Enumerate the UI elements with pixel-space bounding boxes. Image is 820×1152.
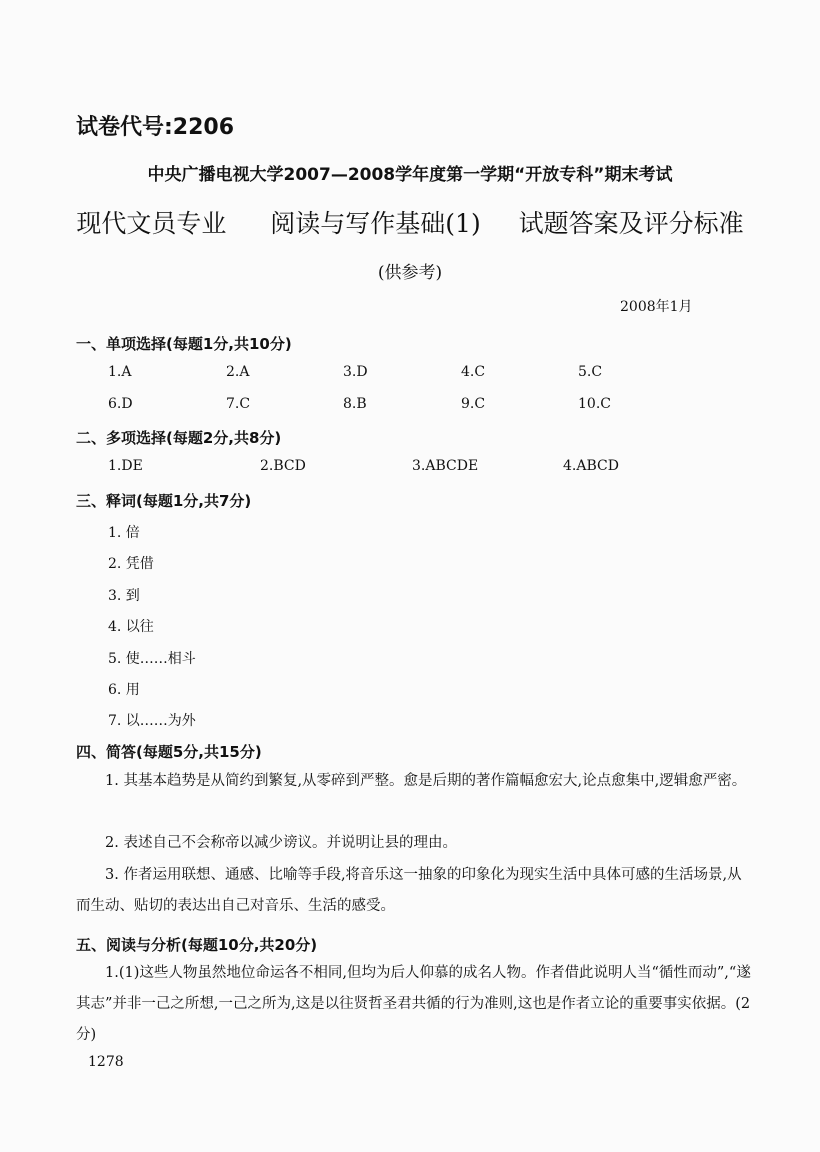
list-item: 1. 倍 [108, 525, 140, 541]
answer: 3.ABCDE [412, 458, 479, 474]
answer: 6.D [108, 396, 133, 412]
answer: 3.D [343, 364, 368, 380]
answer: 9.C [461, 396, 486, 412]
paper-code: 试卷代号:2206 [76, 115, 235, 140]
answer: 4.ABCD [563, 458, 619, 474]
list-item: 6. 用 [108, 682, 140, 698]
section-heading: 一、单项选择(每题1分,共10分) [76, 335, 292, 353]
answer: 7.C [226, 396, 251, 412]
title-course: 阅读与写作基础(1) [270, 209, 481, 238]
reference-note: (供参考) [377, 263, 443, 283]
answer: 8.B [343, 396, 367, 412]
list-item: 3. 到 [108, 588, 140, 604]
answer: 2.A [226, 364, 250, 380]
section-heading: 四、简答(每题5分,共15分) [76, 743, 262, 761]
document-title [0, 204, 820, 240]
answer: 2.BCD [260, 458, 306, 474]
page-number: 1278 [88, 1054, 124, 1070]
section-heading: 三、释词(每题1分,共7分) [76, 492, 252, 510]
list-item: 2. 凭借 [108, 556, 154, 572]
list-item: 4. 以往 [108, 619, 154, 635]
list-item: 7. 以……为外 [108, 713, 196, 729]
answer: 5.C [578, 364, 603, 380]
answer-paragraph: 1.(1)这些人物虽然地位命运各不相同,但均为后人仰慕的成名人物。作者借此说明人当“循性而动”,“遂其志”并非一己之所想,一己之所为,这是以往贤哲圣君共循的行为准则,这也是作者立论的重要事实依据。(2分) [76, 965, 751, 1043]
answer-paragraph: 3. 作者运用联想、通感、比喻等手段,将音乐这一抽象的印象化为现实生活中具体可感的生活场景,从而生动、贴切的表达出自己对音乐、生活的感受。 [76, 867, 742, 914]
exam-date: 2008年1月 [620, 299, 693, 315]
section-heading: 五、阅读与分析(每题10分,共20分) [76, 936, 318, 954]
answer: 1.DE [108, 458, 143, 474]
answer-paragraph: 1. 其基本趋势是从简约到繁复,从零碎到严整。愈是后期的著作篇幅愈宏大,论点愈集中,逻辑愈严密。 [105, 773, 747, 789]
answer-paragraph: 2. 表述自己不会称帝以减少谤议。并说明让县的理由。 [105, 835, 457, 851]
title-doc: 试题答案及评分标准 [518, 209, 744, 238]
answer: 1.A [108, 364, 132, 380]
list-item: 5. 使……相斗 [108, 651, 196, 667]
section-heading: 二、多项选择(每题2分,共8分) [76, 429, 282, 447]
title-major: 现代文员专业 [76, 209, 227, 238]
answer: 10.C [578, 396, 611, 412]
university-line: 中央广播电视大学2007—2008学年度第一学期“开放专科”期末考试 [147, 165, 673, 185]
answer: 4.C [461, 364, 486, 380]
